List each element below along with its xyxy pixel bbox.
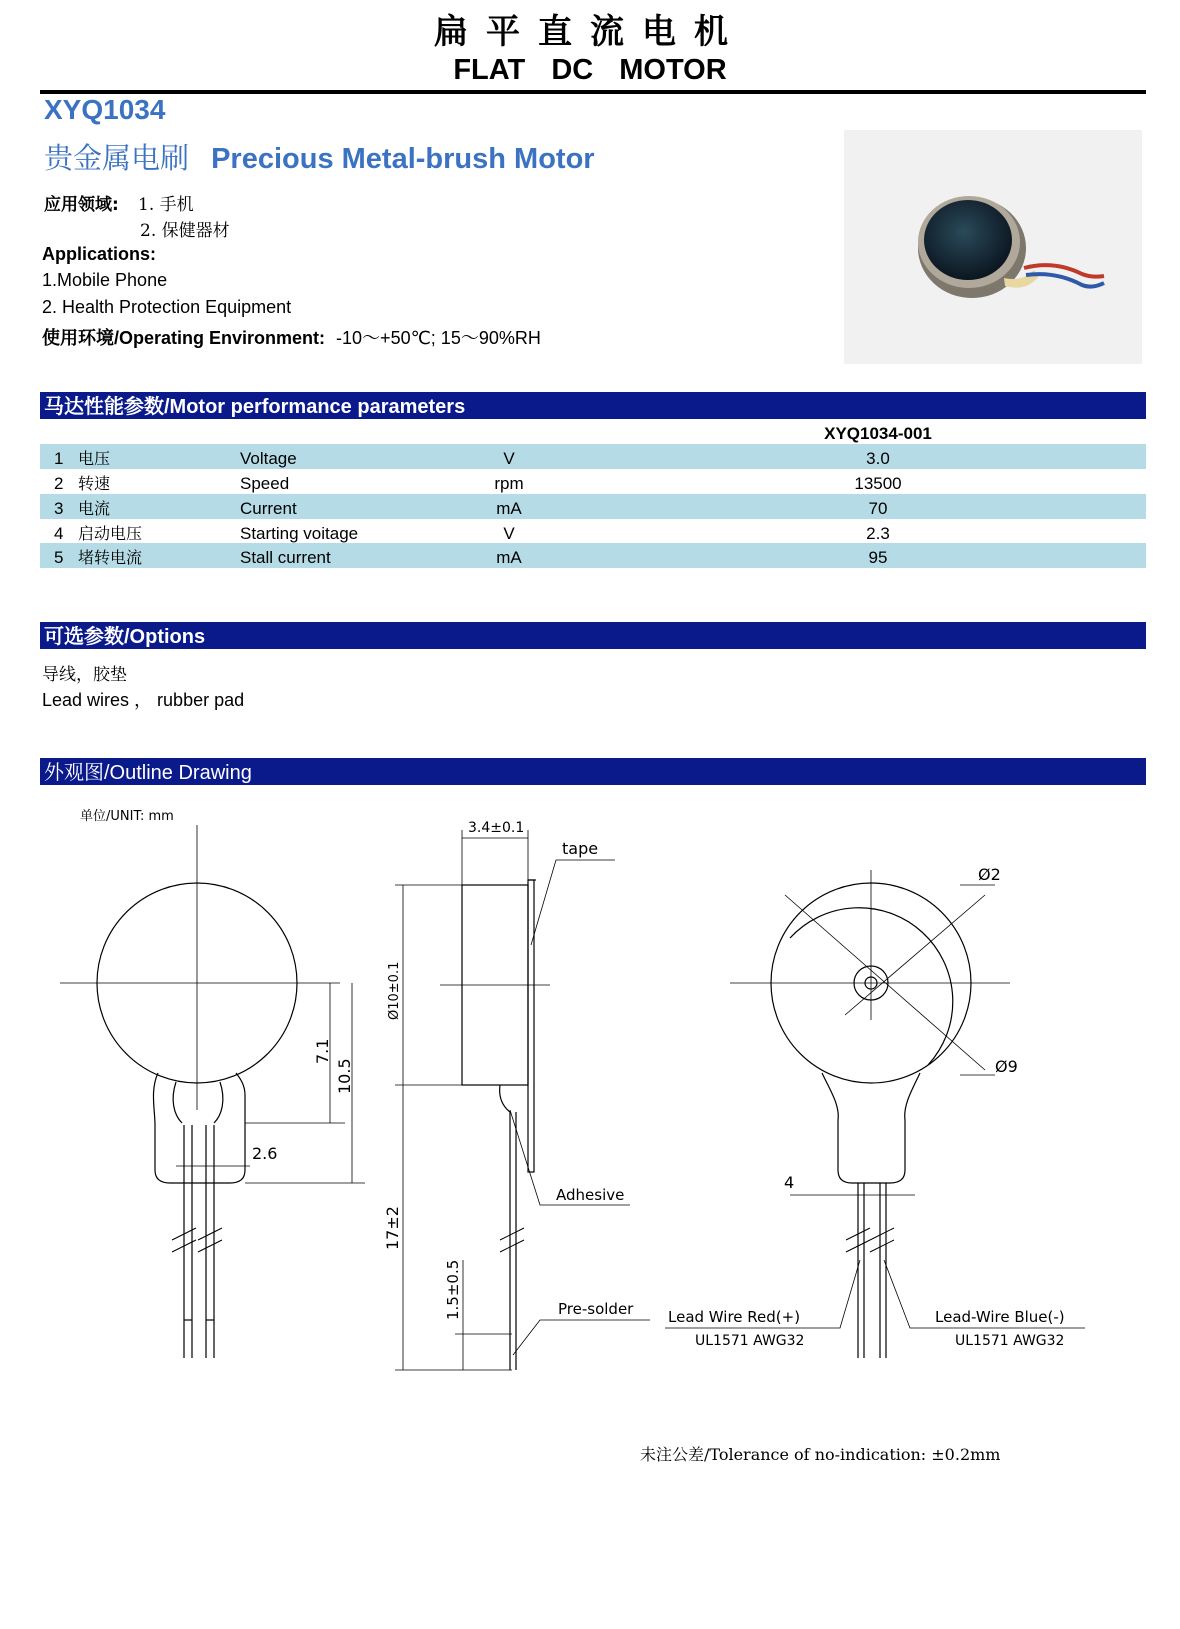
row-value: 3.0	[866, 449, 890, 468]
outline-drawing	[0, 790, 1180, 1470]
product-model: XYQ1034	[44, 94, 166, 125]
options-line-en: Lead wires ， rubber pad	[42, 690, 245, 710]
label-lead-red-spec: UL1571 AWG32	[695, 1333, 805, 1349]
applications-label-en: Applications:	[42, 244, 157, 264]
label-adhesive: Adhesive	[556, 1186, 625, 1204]
application-en-1: 1.Mobile Phone	[42, 270, 168, 290]
row-unit: V	[503, 449, 515, 468]
dim-3-4: 3.4±0.1	[468, 820, 525, 836]
subtitle-english: Precious Metal-brush Motor	[211, 143, 595, 175]
row-name-cn: 转速	[78, 474, 111, 493]
environment-label: 使用环境/Operating Environment:	[42, 328, 326, 348]
label-lead-blue-spec: UL1571 AWG32	[955, 1333, 1065, 1349]
options-heading: 可选参数/Options	[40, 622, 1146, 649]
front-view	[60, 825, 365, 1358]
label-presolder: Pre-solder	[558, 1300, 634, 1318]
product-photo	[844, 130, 1142, 364]
drawing-heading: 外观图/Outline Drawing	[40, 758, 1146, 785]
dim-17: 17±2	[383, 1206, 402, 1250]
environment-value: -10～+50℃; 15～90%RH	[336, 328, 541, 348]
label-tape: tape	[562, 839, 599, 858]
row-name-en: Voltage	[240, 449, 297, 468]
row-unit: mA	[496, 548, 522, 567]
row-name-en: Starting voitage	[240, 524, 359, 543]
row-name-en: Speed	[240, 474, 290, 493]
dim-10-5: 10.5	[335, 1058, 354, 1094]
side-view	[383, 820, 650, 1370]
row-name-cn: 电流	[78, 499, 111, 518]
row-number: 4	[54, 524, 64, 543]
row-unit: V	[503, 524, 515, 543]
performance-heading: 马达性能参数/Motor performance parameters	[40, 392, 1146, 419]
options-line-cn: 导线，胶垫	[42, 665, 127, 685]
application-cn-1: 1. 手机	[138, 195, 194, 215]
row-number: 5	[54, 548, 64, 567]
dim-1-5: 1.5±0.5	[444, 1259, 462, 1320]
header-divider	[40, 90, 1146, 94]
row-unit: mA	[496, 499, 522, 518]
row-value: 13500	[854, 474, 902, 493]
table-row	[40, 444, 1146, 469]
row-name-en: Current	[240, 499, 297, 518]
dim-diameter-9: Ø9	[995, 1057, 1018, 1076]
row-value: 2.3	[866, 524, 890, 543]
application-cn-2: 2. 保健器材	[140, 221, 230, 241]
row-name-cn: 启动电压	[78, 524, 143, 543]
row-name-en: Stall current	[240, 548, 331, 567]
table-row	[40, 469, 1146, 494]
row-number: 1	[54, 449, 64, 468]
dim-diameter-10: Ø10±0.1	[387, 961, 402, 1020]
performance-column-header: XYQ1034-001	[824, 424, 932, 443]
product-subtitle	[44, 136, 595, 177]
row-number: 2	[54, 474, 64, 493]
title-english: FLAT DC MOTOR	[453, 54, 727, 86]
dim-4: 4	[784, 1173, 795, 1192]
row-name-cn: 电压	[78, 449, 111, 468]
dim-7-1: 7.1	[313, 1038, 332, 1064]
row-value: 95	[868, 548, 888, 567]
operating-environment	[42, 324, 541, 350]
back-view	[665, 865, 1085, 1358]
row-number: 3	[54, 499, 64, 518]
unit-label: 单位/UNIT: mm	[80, 809, 174, 824]
table-row	[40, 494, 1146, 519]
application-en-2: 2. Health Protection Equipment	[42, 297, 292, 317]
applications-label-cn: 应用领域:	[44, 195, 119, 215]
dim-diameter-2: Ø2	[978, 865, 1001, 884]
dim-2-6: 2.6	[252, 1144, 278, 1163]
subtitle-chinese: 贵金属电刷	[44, 141, 190, 175]
label-lead-red: Lead Wire Red(+)	[668, 1308, 801, 1326]
row-name-cn: 堵转电流	[78, 548, 143, 567]
tolerance-note: 未注公差/Tolerance of no-indication: ±0.2mm	[640, 1445, 1001, 1464]
row-unit: rpm	[494, 474, 524, 493]
label-lead-blue: Lead-Wire Blue(-)	[935, 1308, 1065, 1326]
row-value: 70	[868, 499, 888, 518]
title-chinese: 扁平直流电机	[434, 12, 746, 52]
table-row	[40, 519, 1146, 544]
table-row	[40, 543, 1146, 568]
